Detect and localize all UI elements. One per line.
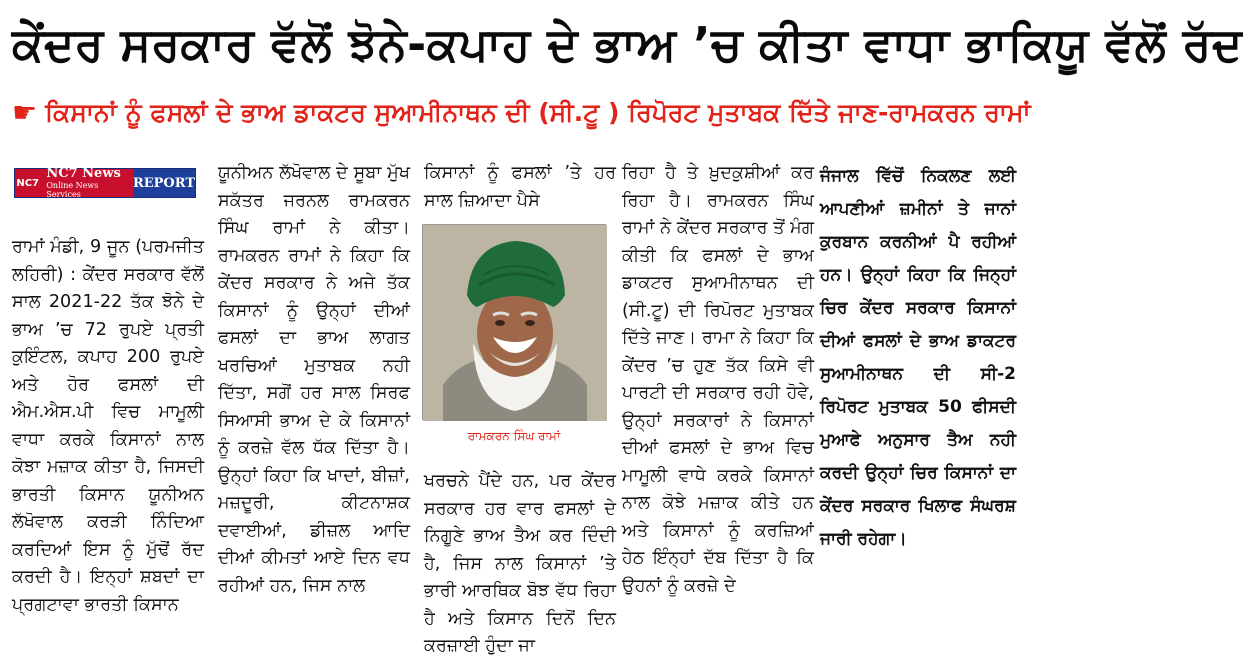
article-text: ਰਾਮਾਂ ਮੰਡੀ, 9 ਜੂਨ (ਪਰਮਜੀਤ ਲਹਿਰੀ) : ਕੇਂਦਰ ਸਰਕਾਰ ਵੱਲੋਂ ਸਾਲ 2021-22 ਤੱਕ ਝੋਨੇ ਦੇ ਭਾਅ ’ਚ 72 ਰੁਪਏ ਪ੍ਰਤੀ ਕੁਇੰਟਲ, ਕਪਾਹ 200 ਰੁਪਏ ਅਤੇ ਹੋਰ ਫਸਲਾਂ ਦੀ ਐਮ.ਐਸ.ਪੀ ਵਿਚ ਮਾਮੂਲੀ ਵਾਧਾ ਕਰਕੇ ਕਿਸਾਨਾਂ ਨਾਲ ਕੋਝਾ ਮਜ਼ਾਕ ਕੀਤਾ ਹੈ, ਜਿਸਦੀ ਭਾਰਤੀ ਕਿਸਾਨ ਯੂਨੀਅਨ ਲੱਖੋਵਾਲ ਕਰੜੀ ਨਿੰਦਿਆ ਕਰਦਿਆਂ ਇਸ ਨੂੰ ਮੁੱਢੋਂ ਰੱਦ ਕਰਦੀ ਹੈ। ਇਨ੍ਹਾਂ ਸ਼ਬਦਾਂ ਦਾ ਪ੍ਰਗਟਾਵਾ ਭਾਰਤੀ ਕਿਸਾਨ [12, 237, 204, 615]
article-column-2 [218, 160, 410, 660]
subheadline [12, 92, 1031, 134]
portrait-photo [422, 224, 606, 420]
article-column-1 [12, 234, 204, 660]
logo-badge: NC7 [15, 169, 40, 197]
logo-tagline: Online News Services [46, 181, 99, 199]
article-column-3-bottom [424, 468, 616, 660]
photo-caption: ਰਾਮਕਰਨ ਸਿੰਘ ਰਾਮਾਂ [467, 429, 561, 443]
portrait-illustration [423, 225, 607, 421]
headline: ਕੇਂਦਰ ਸਰਕਾਰ ਵੱਲੋਂ ਝੋਨੇ-ਕਪਾਹ ਦੇ ਭਾਅ ’ਚ ਕੀਤਾ ਵਾਧਾ ਭਾਕਿਯੂ ਵੱਲੋਂ ਰੱਦ [12, 17, 1243, 71]
article-text: ਕਿਸਾਨਾਂ ਨੂੰ ਫਸਲਾਂ ’ਤੇ ਹਰ ਸਾਲ ਜ਼ਿਆਦਾ ਪੈਸੇ [424, 163, 616, 211]
logo-report: REPORT [133, 169, 195, 197]
logo-name: NC7 News [46, 166, 121, 181]
article-text: ਯੂਨੀਅਨ ਲੱਖੋਵਾਲ ਦੇ ਸੂਬਾ ਮੁੱਖ ਸਕੱਤਰ ਜਰਨਲ ਰਾਮਕਰਨ ਸਿੰਘ ਰਾਮਾਂ ਨੇ ਕੀਤਾ। ਰਾਮਕਰਨ ਰਾਮਾਂ ਨੇ ਕਿਹਾ ਕਿ ਕੇਂਦਰ ਸਰਕਾਰ ਨੇ ਅਜੇ ਤੱਕ ਕਿਸਾਨਾਂ ਨੂੰ ਉਨ੍ਹਾਂ ਦੀਆਂ ਫਸਲਾਂ ਦਾ ਭਾਅ ਲਾਗਤ ਖਰਚਿਆਂ ਮੁਤਾਬਕ ਨਹੀ ਦਿੱਤਾ, ਸਗੋਂ ਹਰ ਸਾਲ ਸਿਰਫ ਸਿਆਸੀ ਭਾਅ ਦੇ ਕੇ ਕਿਸਾਨਾਂ ਨੂੰ ਕਰਜ਼ੇ ਵੱਲ ਧੱਕ ਦਿੱਤਾ ਹੈ। ਉਨ੍ਹਾਂ ਕਿਹਾ ਕਿ ਖਾਦਾਂ, ਬੀਜ਼ਾਂ, ਮਜ਼ਦੂਰੀ, ਕੀਟਨਾਸ਼ਕ ਦਵਾਈਆਂ, ਡੀਜ਼ਲ ਆਦਿ ਦੀਆਂ ਕੀਮਤਾਂ ਆਏ ਦਿਨ ਵਧ ਰਹੀਆਂ ਹਨ, ਜਿਸ ਨਾਲ [218, 163, 410, 596]
article-column-4 [622, 160, 814, 660]
article-text: ਜੰਜਾਲ ਵਿੱਚੋਂ ਨਿਕਲਣ ਲਈ ਆਪਣੀਆਂ ਜ਼ਮੀਨਾਂ ਤੇ ਜਾਨਾਂ ਕੁਰਬਾਨ ਕਰਨੀਆਂ ਪੈ ਰਹੀਆਂ ਹਨ। ਉਨ੍ਹਾਂ ਕਿਹਾ ਕਿ ਜਿਨ੍ਹਾਂ ਚਿਰ ਕੇਂਦਰ ਸਰਕਾਰ ਕਿਸਾਨਾਂ ਦੀਆਂ ਫਸਲਾਂ ਦੇ ਭਾਅ ਡਾਕਟਰ ਸੁਆਮੀਨਾਥਨ ਦੀ ਸੀ-2 ਰਿਪੋਰਟ ਮੁਤਾਬਕ 50 ਫੀਸਦੀ ਮੁਆਫੇ ਅਨੁਸਾਰ ਤੈਅ ਨਹੀ ਕਰਦੀ ਉਨ੍ਹਾਂ ਚਿਰ ਕਿਸਾਨਾਂ ਦਾ ਕੇਂਦਰ ਸਰਕਾਰ ਖਿਲਾਫ ਸੰਘਰਸ਼ ਜਾਰੀ ਰਹੇਗਾ। [820, 166, 1016, 549]
logo-name-block [40, 166, 133, 199]
article-column-3-top [424, 160, 616, 222]
article-text: ਰਿਹਾ ਹੈ ਤੇ ਖ਼ੁਦਕੁਸ਼ੀਆਂ ਕਰ ਰਿਹਾ ਹੈ। ਰਾਮਕਰਨ ਸਿੰਘ ਰਾਮਾਂ ਨੇ ਕੇਂਦਰ ਸਰਕਾਰ ਤੋਂ ਮੰਗ ਕੀਤੀ ਕਿ ਫਸਲਾਂ ਦੇ ਭਾਅ ਡਾਕਟਰ ਸੁਆਮੀਨਾਥਨ ਦੀ (ਸੀ.ਟੂ) ਦੀ ਰਿਪੋਰਟ ਮੁਤਾਬਕ ਦਿੱਤੇ ਜਾਣ। ਰਾਮਾ ਨੇ ਕਿਹਾ ਕਿ ਕੇਂਦਰ ’ਚ ਹੁਣ ਤੱਕ ਕਿਸੇ ਵੀ ਪਾਰਟੀ ਦੀ ਸਰਕਾਰ ਰਹੀ ਹੋਵੇ, ਉਨ੍ਹਾਂ ਸਰਕਾਰਾਂ ਨੇ ਕਿਸਾਨਾਂ ਦੀਆਂ ਫਸਲਾਂ ਦੇ ਭਾਅ ਵਿਚ ਮਾਮੂਲੀ ਵਾਧੇ ਕਰਕੇ ਕਿਸਾਨਾਂ ਨਾਲ ਕੋਝੇ ਮਜ਼ਾਕ ਕੀਤੇ ਹਨ ਅਤੇ ਕਿਸਾਨਾਂ ਨੂੰ ਕਰਜ਼ਿਆਂ ਹੇਠ ਇੰਨ੍ਹਾਂ ਦੱਬ ਦਿੱਤਾ ਹੈ ਕਿ ਉਹਨਾਂ ਨੂੰ ਕਰਜ਼ੇ ਦੇ [622, 163, 814, 596]
subheadline-text: ਕਿਸਾਨਾਂ ਨੂੰ ਫਸਲਾਂ ਦੇ ਭਾਅ ਡਾਕਟਰ ਸੁਆਮੀਨਾਥਨ ਦੀ (ਸੀ.ਟੂ ) ਰਿਪੋਰਟ ਮੁਤਾਬਕ ਦਿੱਤੇ ਜਾਣ-ਰਾਮਕਰਨ ਰਾਮਾਂ [45, 98, 1031, 127]
pointing-hand-icon: ☛ [12, 96, 38, 129]
nc7-news-report-logo [14, 168, 196, 198]
article-text: ਖਰਚਨੇ ਪੈਂਦੇ ਹਨ, ਪਰ ਕੇਂਦਰ ਸਰਕਾਰ ਹਰ ਵਾਰ ਫਸਲਾਂ ਦੇ ਨਿਗੂਣੇ ਭਾਅ ਤੈਅ ਕਰ ਦਿੰਦੀ ਹੈ, ਜਿਸ ਨਾਲ ਕਿਸਾਨਾਂ ’ਤੇ ਭਾਰੀ ਆਰਥਿਕ ਬੋਝ ਵੱਧ ਰਿਹਾ ਹੈ ਅਤੇ ਕਿਸਾਨ ਦਿਨੋਂ ਦਿਨ ਕਰਜ਼ਾਈ ਹੁੰਦਾ ਜਾ [424, 471, 616, 656]
article-column-5 [820, 160, 1016, 660]
